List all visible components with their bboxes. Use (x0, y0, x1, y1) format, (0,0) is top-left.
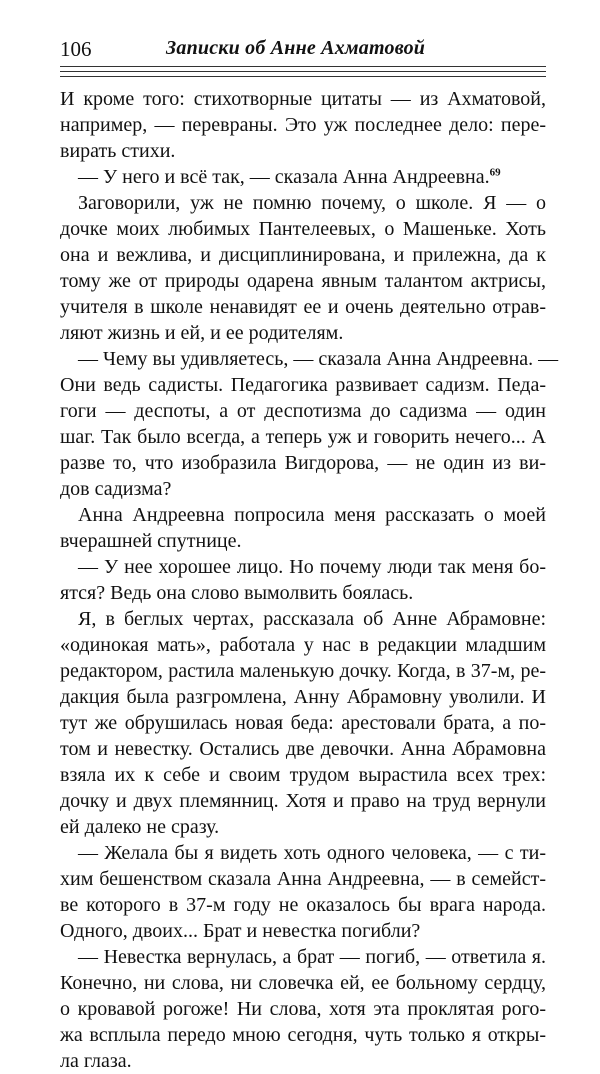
footnote-marker[interactable]: 69 (489, 166, 501, 179)
text-line (60, 762, 546, 788)
text-line-content: гоги — деспоты, а от деспотизма до садизма — один (60, 400, 546, 422)
header-rule-top (60, 66, 546, 67)
text-line (60, 216, 546, 242)
text-line-content: — Желала бы я видеть хоть одного человека, — с ти- (78, 842, 546, 864)
text-line-content: «одинокая мать», работала у нас в редакции младшим (60, 634, 546, 656)
text-line-content: тому же от природы одарена явным талантом актрисы, (60, 270, 546, 292)
page-number: 106 (60, 37, 92, 61)
text-line (60, 1048, 546, 1074)
text-line (60, 190, 546, 216)
text-line-content: ей далеко не сразу. (60, 816, 220, 838)
text-line (60, 398, 546, 424)
text-line (60, 268, 546, 294)
text-line-content: вчерашней спутнице. (60, 530, 242, 552)
text-line-content: тут же обрушилась новая беда: арестовали брата, а по- (60, 712, 546, 734)
text-line (60, 164, 546, 190)
text-line (60, 242, 546, 268)
text-line (60, 476, 546, 502)
text-line (60, 944, 546, 970)
text-line-content: Конечно, ни слова, ни словечка ей, ее больному сердцу, (60, 972, 546, 994)
text-line-content: — У нее хорошее лицо. Но почему люди так меня бо- (78, 556, 546, 578)
text-line-content: ляют жизнь и ей, и ее родителям. (60, 322, 344, 344)
text-line (60, 138, 546, 164)
text-line (60, 294, 546, 320)
text-line (60, 918, 546, 944)
text-line-content: редактором, растила маленькую дочку. Когда, в 37-м, ре- (60, 660, 546, 682)
text-line-content: хим бешенством сказала Анна Андреевна, — в семейст- (60, 868, 546, 890)
text-line (60, 684, 546, 710)
text-line (60, 502, 546, 528)
text-line (60, 346, 559, 372)
text-line-content: дов садизма? (60, 478, 172, 500)
text-line-content: дакция была разгромлена, Анну Абрамовну уволили. И (60, 686, 546, 708)
text-line (60, 840, 546, 866)
text-line-content: — У него и всё так, — сказала Анна Андреевна. (78, 166, 490, 188)
text-line-content: — Невестка вернулась, а брат — погиб, — ответила я. (78, 946, 546, 968)
text-line (60, 814, 546, 840)
text-line-content: ла глаза. (60, 1050, 132, 1072)
text-line (60, 866, 546, 892)
body-text (60, 86, 559, 1074)
text-line-content: шаг. Так было всегда, а теперь уж и говорить нечего... А (60, 426, 546, 448)
text-line (60, 86, 546, 112)
text-line (60, 372, 546, 398)
text-line-content: Анна Андреевна попросила меня рассказать о моей (78, 504, 546, 526)
text-line (60, 710, 546, 736)
text-line-content: например, — перевраны. Это уж последнее дело: пере- (60, 114, 546, 136)
text-line-content: Они ведь садисты. Педагогика развивает садизм. Педа- (60, 374, 546, 396)
text-line (60, 788, 546, 814)
text-line (60, 450, 546, 476)
text-line (60, 112, 546, 138)
text-line (60, 892, 546, 918)
text-line (60, 996, 546, 1022)
text-line-content: дочку и двух племянниц. Хотя и право на труд вернули (60, 790, 546, 812)
text-line-content: Я, в беглых чертах, рассказала об Анне Абрамовне: (78, 608, 546, 630)
running-title: Записки об Анне Ахматовой (166, 37, 426, 59)
text-line (60, 606, 546, 632)
text-line-content: жа всплыла передо мною сегодня, чуть только я откры- (60, 1024, 546, 1046)
text-line (60, 1022, 546, 1048)
text-line (60, 658, 546, 684)
text-line-content: дочке моих любимых Пантелеевых, о Машеньке. Хоть (60, 218, 546, 240)
text-line-content: ятся? Ведь она слово вымолвить боялась. (60, 582, 414, 604)
header-rule-bottom (60, 76, 546, 77)
text-line (60, 736, 546, 762)
text-line-content: вирать стихи. (60, 140, 176, 162)
text-line-content: — Чему вы удивляетесь, — сказала Анна Андреевна. — (78, 348, 559, 370)
text-line (60, 632, 546, 658)
text-line-content: ве которого в 37-м году не оказалось бы врага народа. (60, 894, 546, 916)
text-line-content: том и невестку. Остались две девочки. Анна Абрамовна (60, 738, 546, 760)
text-line (60, 970, 546, 996)
text-line-content: разве то, что изобразила Вигдорова, — не один из ви- (60, 452, 546, 474)
text-line (60, 580, 546, 606)
text-line-content: Одного, двоих... Брат и невестка погибли? (60, 920, 421, 942)
text-line (60, 528, 546, 554)
text-line (60, 554, 546, 580)
text-line (60, 320, 546, 346)
text-line-content: учителя в школе ненавидят ее и очень деятельно отрав- (60, 296, 546, 318)
header-rule-middle (60, 71, 546, 72)
text-line-content: о кровавой рогоже! Ни слова, хотя эта проклятая рого- (60, 998, 546, 1020)
running-header (60, 37, 546, 63)
text-line-content: она и вежлива, и дисциплинирована, и прилежна, да к (60, 244, 546, 266)
text-line-content: И кроме того: стихотворные цитаты — из Ахматовой, (60, 88, 546, 110)
text-line-content: взяла их к себе и своим трудом вырастила всех трех: (60, 764, 546, 786)
text-line (60, 424, 546, 450)
text-line-content: Заговорили, уж не помню почему, о школе. Я — о (78, 192, 546, 214)
